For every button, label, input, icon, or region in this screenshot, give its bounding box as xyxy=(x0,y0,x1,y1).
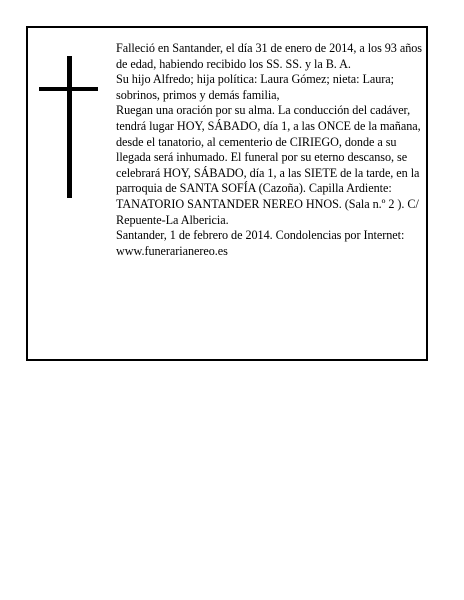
obituary-text xyxy=(116,41,422,259)
cross-horizontal-bar xyxy=(39,87,98,91)
funeral-details-paragraph: Ruegan una oración por su alma. La conducción del cadáver, tendrá lugar HOY, SÁBADO, día 1, a las ONCE de la mañana, desde el tanatorio, al cementerio de CIRIEGO, donde a su llegada será inhumado. El funeral por su eterno descanso, se celebrará HOY, SÁBADO, día 1, a las SIETE de la tarde, en la parroquia de SANTA SOFÍA (Cazoña). Capilla Ardiente: TANATORIO SANTANDER NEREO HNOS. (Sala n.º 2 ). C/ Repuente-La Albericia. xyxy=(116,103,421,227)
death-announcement-paragraph: Falleció en Santander, el día 31 de enero de 2014, a los 93 años de edad, habiendo recibido los SS. SS. y la B. A. xyxy=(116,41,422,71)
obituary-notice-frame xyxy=(26,26,428,361)
family-paragraph: Su hijo Alfredo; hija política: Laura Gómez; nieta: Laura; sobrinos, primos y demás familia, xyxy=(116,72,395,102)
cross-vertical-bar xyxy=(67,56,72,198)
condolences-paragraph: Santander, 1 de febrero de 2014. Condolencias por Internet: www.funerarianereo.es xyxy=(116,228,405,258)
